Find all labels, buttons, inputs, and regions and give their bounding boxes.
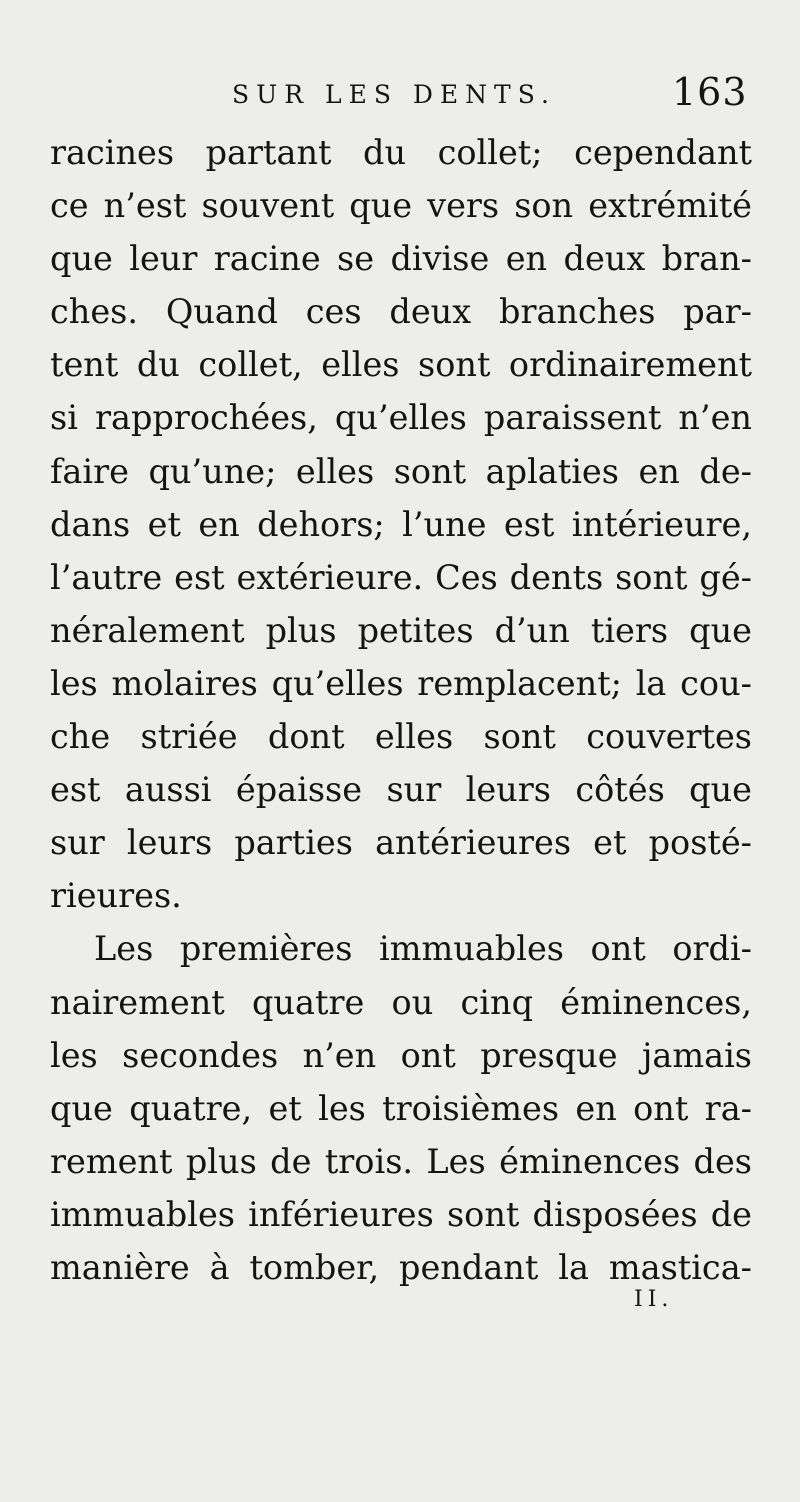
text-line: immuables inférieures sont disposées de [50, 1194, 752, 1234]
paragraph-first-line: Les premières immuables ont ordi- [94, 929, 752, 969]
text-line: rement plus de trois. Les éminences des [50, 1141, 752, 1181]
body-text [50, 126, 752, 1294]
text-line: les molaires qu’elles remplacent; la cou- [50, 663, 752, 703]
text-line: est aussi épaisse sur leurs côtés que [50, 770, 752, 810]
text-line: que leur racine se divise en deux bran- [50, 239, 752, 279]
text-line: racines partant du collet; cependant [50, 133, 752, 172]
text-line: manière à tomber, pendant la mastica- [50, 1247, 752, 1287]
text-line: tent du collet, elles sont ordinairement [50, 345, 752, 385]
text-line: l’autre est extérieure. Ces dents sont gé- [50, 557, 752, 597]
text-line: sur leurs parties antérieures et posté- [50, 823, 752, 863]
page-number: 163 [672, 70, 748, 114]
text-line: que quatre, et les troisièmes en ont ra- [50, 1088, 752, 1128]
text-line: rieures. [50, 876, 182, 916]
text-line: ce n’est souvent que vers son extrémité [50, 186, 752, 226]
text-line: faire qu’une; elles sont aplaties en de- [50, 451, 752, 491]
text-line: néralement plus petites d’un tiers que [50, 610, 752, 650]
running-title: SUR LES DENTS. [232, 80, 556, 109]
text-line: nairement quatre ou cinq éminences, [50, 982, 752, 1022]
text-line: che striée dont elles sont couvertes [50, 717, 752, 757]
signature-mark: II. [634, 1287, 674, 1312]
text-line: si rapprochées, qu’elles paraissent n’en [50, 398, 752, 438]
text-line: dans et en dehors; l’une est intérieure, [50, 504, 752, 544]
text-line: les secondes n’en ont presque jamais [50, 1035, 752, 1075]
running-head [0, 70, 800, 120]
text-line: ches. Quand ces deux branches par- [50, 292, 752, 332]
